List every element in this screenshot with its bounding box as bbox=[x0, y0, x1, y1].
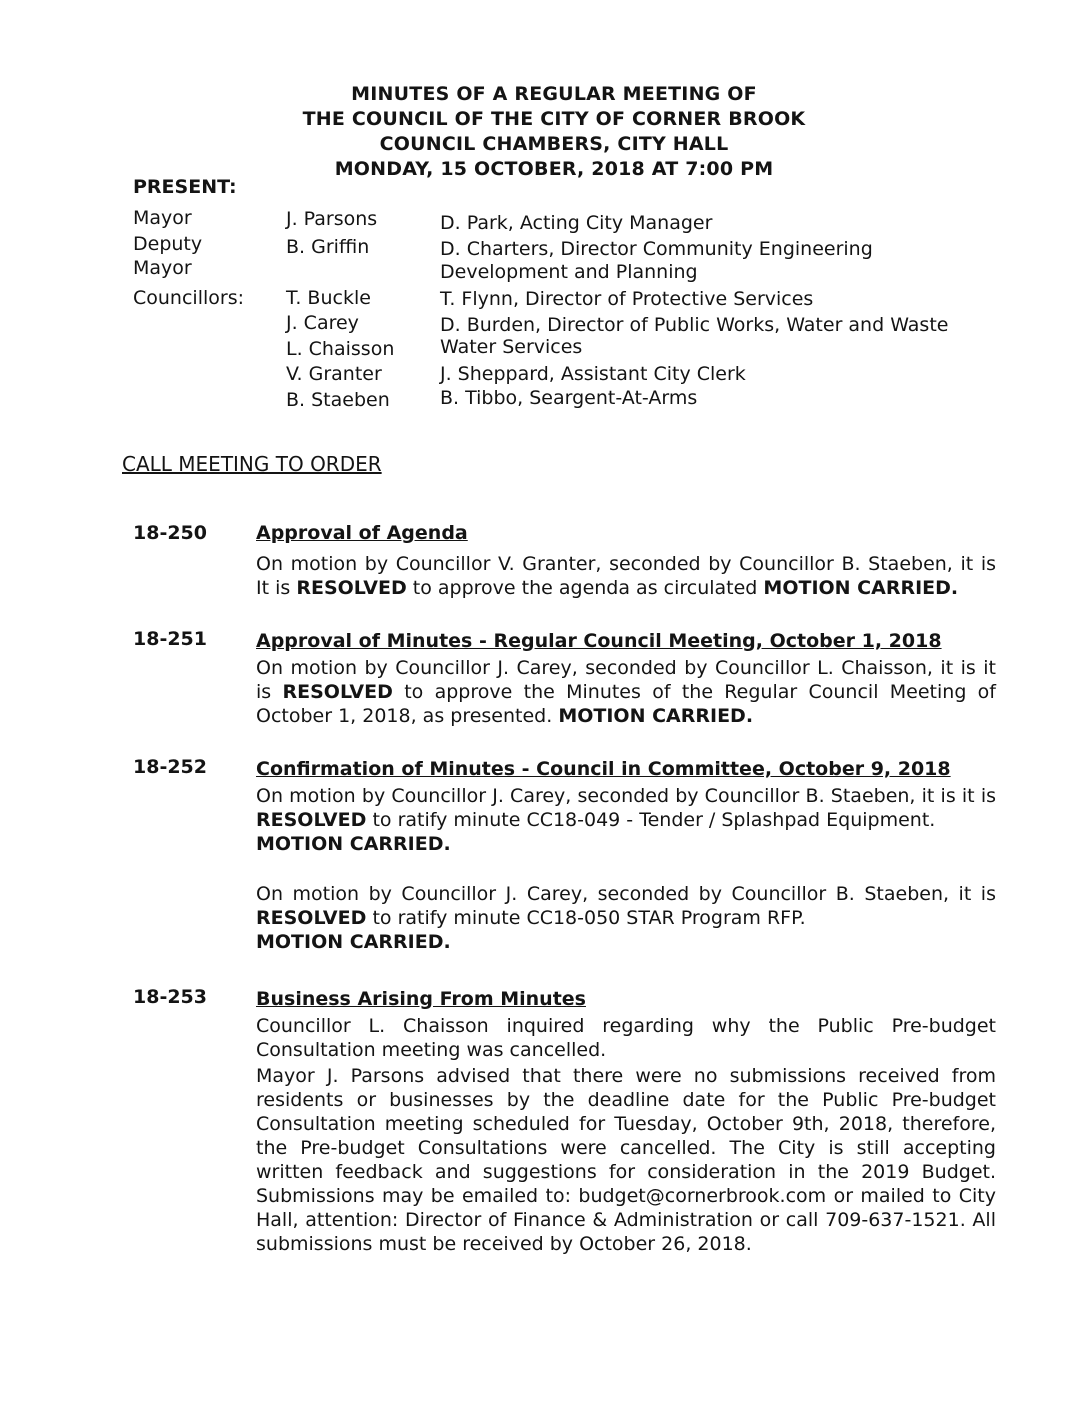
attendee-name: J. Parsons bbox=[286, 208, 378, 230]
item-number: 18-250 bbox=[133, 522, 207, 544]
staff-entry: D. Burden, Director of Public Works, Water and Waste bbox=[440, 314, 949, 336]
paragraph-text: to ratify minute CC18-049 - Tender / Splashpad Equipment. bbox=[372, 809, 936, 831]
motion-carried-text: MOTION CARRIED. bbox=[256, 833, 451, 855]
paragraph-text: On motion by Councillor V. Granter, seconded by Councillor B. Staeben, it is It is bbox=[256, 553, 996, 599]
call-to-order-heading: CALL MEETING TO ORDER bbox=[122, 452, 382, 476]
resolved-text: RESOLVED bbox=[256, 809, 367, 831]
resolved-text: RESOLVED bbox=[282, 681, 393, 703]
title-line: THE COUNCIL OF THE CITY OF CORNER BROOK bbox=[302, 108, 806, 130]
staff-entry: Water Services bbox=[440, 336, 583, 358]
paragraph-text: On motion by Councillor J. Carey, seconded by Councillor B. Staeben, it is it is bbox=[256, 785, 996, 807]
attendee-label: Deputy bbox=[133, 233, 203, 255]
item-paragraph bbox=[256, 784, 996, 856]
paragraph-text: to ratify minute CC18-050 STAR Program RFP. bbox=[372, 907, 806, 929]
attendee-name: T. Buckle bbox=[286, 287, 371, 309]
paragraph-text: to approve the agenda as circulated bbox=[412, 577, 758, 599]
staff-entry: T. Flynn, Director of Protective Services bbox=[440, 288, 814, 310]
staff-entry: D. Charters, Director Community Engineering bbox=[440, 238, 873, 260]
item-paragraph bbox=[256, 656, 996, 728]
attendee-name: B. Staeben bbox=[286, 389, 390, 411]
item-number: 18-252 bbox=[133, 756, 207, 778]
title-line: COUNCIL CHAMBERS, CITY HALL bbox=[379, 133, 729, 155]
item-heading: Confirmation of Minutes - Council in Committee, October 9, 2018 bbox=[256, 758, 951, 780]
paragraph-text: On motion by Councillor J. Carey, seconded by Councillor B. Staeben, it is bbox=[256, 883, 996, 905]
attendee-name: L. Chaisson bbox=[286, 338, 395, 360]
attendee-name: V. Granter bbox=[286, 363, 382, 385]
paragraph-text: On motion by Councillor J. Carey, seconded by Councillor L. Chaisson, it is it is bbox=[256, 657, 996, 703]
item-number: 18-251 bbox=[133, 628, 207, 650]
title-line: MONDAY, 15 OCTOBER, 2018 AT 7:00 PM bbox=[334, 158, 774, 180]
staff-entry: J. Sheppard, Assistant City Clerk bbox=[440, 363, 746, 385]
attendee-label: Councillors: bbox=[133, 287, 244, 309]
motion-carried-text: MOTION CARRIED. bbox=[558, 705, 754, 727]
attendee-label: Mayor bbox=[133, 257, 192, 279]
item-heading: Business Arising From Minutes bbox=[256, 988, 586, 1010]
attendee-name: J. Carey bbox=[286, 312, 359, 334]
staff-entry: D. Park, Acting City Manager bbox=[440, 212, 713, 234]
resolved-text: RESOLVED bbox=[256, 907, 367, 929]
present-heading: PRESENT: bbox=[133, 176, 237, 198]
attendee-name: B. Griffin bbox=[286, 236, 370, 258]
item-heading: Approval of Minutes - Regular Council Meeting, October 1, 2018 bbox=[256, 630, 942, 652]
item-paragraph: Councillor L. Chaisson inquired regarding why the Public Pre-budget Consultation meeting was cancelled. bbox=[256, 1015, 996, 1061]
motion-carried-text: MOTION CARRIED. bbox=[256, 931, 451, 953]
item-number: 18-253 bbox=[133, 986, 207, 1008]
attendee-label: Mayor bbox=[133, 207, 192, 229]
motion-carried-text: MOTION CARRIED. bbox=[763, 577, 959, 599]
title-line: MINUTES OF A REGULAR MEETING OF bbox=[351, 83, 757, 105]
item-paragraph bbox=[256, 882, 996, 954]
item-paragraph bbox=[256, 552, 996, 600]
paragraph-text: to approve the Minutes of the Regular Council Meeting of October 1, 2018, as presented. bbox=[256, 681, 996, 727]
item-paragraph: Mayor J. Parsons advised that there were no submissions received from residents or businesses by the deadline date for the Public Pre-budget Consultation meeting scheduled for Tuesday, October 9th, 2018, therefore, the Pre-budget Consultations were cancelled. The City is still accepting written feedback and suggestions for consideration in the 2019 Budget. Submissions may be emailed to: budget@cornerbrook.com or mailed to City Hall, attention: Director of Finance & Administration or call 709-637-1521. All submissions must be received by October 26, 2018. bbox=[256, 1065, 996, 1255]
item-heading: Approval of Agenda bbox=[256, 522, 468, 544]
staff-entry: B. Tibbo, Seargent-At-Arms bbox=[440, 387, 698, 409]
resolved-text: RESOLVED bbox=[296, 577, 407, 599]
document-title bbox=[0, 82, 1088, 182]
staff-entry: Development and Planning bbox=[440, 261, 698, 283]
